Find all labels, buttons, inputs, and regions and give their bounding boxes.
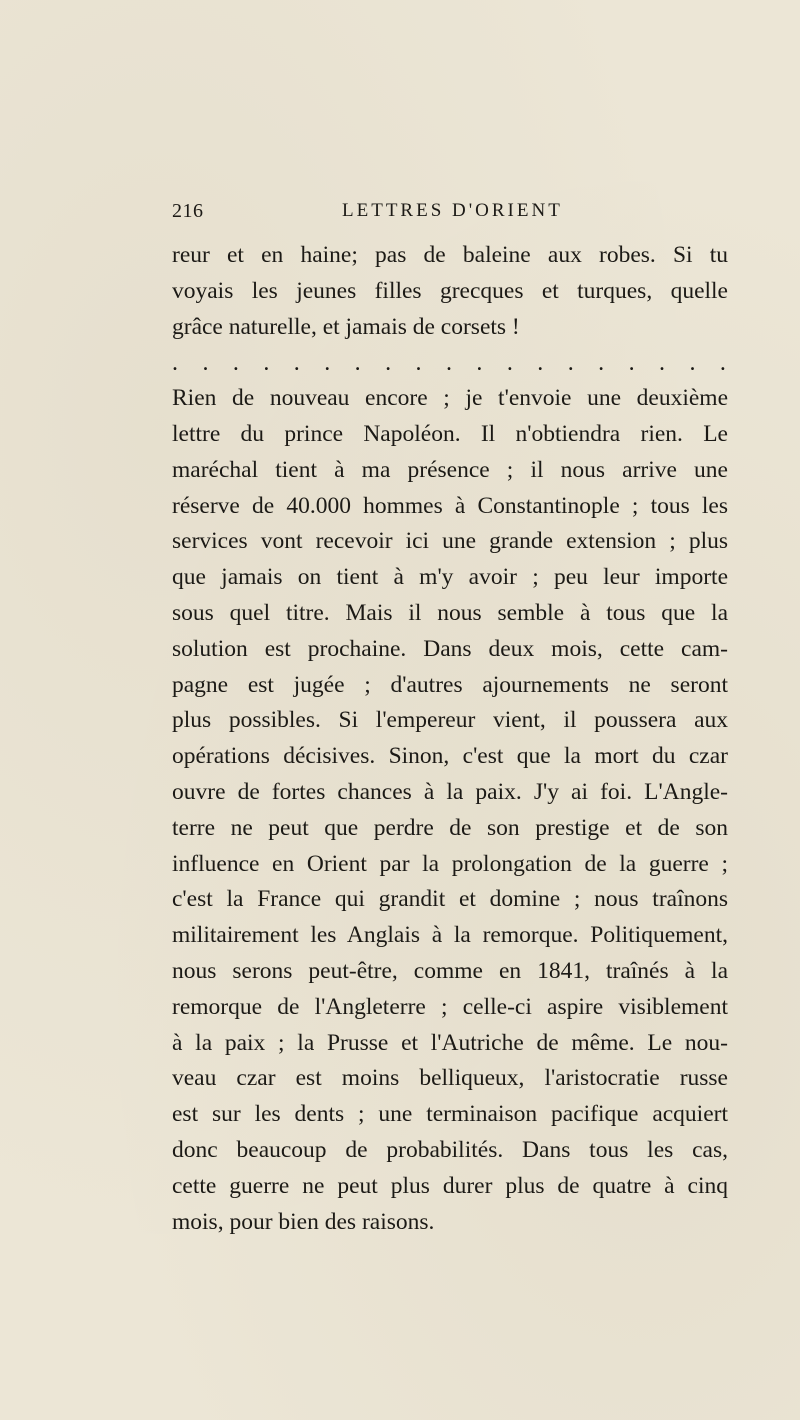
text-line: réserve de 40.000 hommes à Constantinople ; tous les — [172, 492, 728, 519]
text-line: à la paix ; la Prusse et l'Autriche de même. Le nou- — [172, 1029, 728, 1056]
text-line: pagne est jugée ; d'autres ajournements ne seront — [172, 671, 728, 698]
text-line: est sur les dents ; une terminaison pacifique acquiert — [172, 1101, 728, 1128]
separator-dot: . — [415, 350, 422, 377]
text-line: grâce naturelle, et jamais de corsets ! — [172, 313, 520, 340]
text-line: remorque de l'Angleterre ; celle-ci aspire visiblement — [172, 993, 728, 1020]
separator-dot: . — [659, 350, 665, 377]
separator-dot: . — [293, 350, 300, 377]
running-head — [172, 200, 728, 230]
text-line: veau czar est moins belliqueux, l'aristocratie russe — [172, 1065, 728, 1092]
paragraph-1 — [172, 238, 728, 345]
text-line: nous serons peut-être, comme en 1841, traînés à la — [172, 957, 728, 984]
separator-dot: . — [567, 350, 574, 377]
separator-dot: . — [172, 350, 178, 377]
text-line: solution est prochaine. Dans deux mois, cette cam- — [172, 635, 728, 662]
text-line: lettre du prince Napoléon. Il n'obtiendra rien. Le — [172, 420, 728, 447]
text-line: opérations décisives. Sinon, c'est que la mort du czar — [172, 743, 728, 770]
text-line: c'est la France qui grandit et domine ; nous traînons — [172, 886, 728, 913]
text-line: services vont recevoir ici une grande extension ; plus — [172, 528, 728, 555]
separator-dot: . — [506, 350, 513, 377]
separator-dot: . — [232, 350, 239, 377]
separator-dot: . — [263, 350, 270, 377]
text-line: influence en Orient par la prolongation de la guerre ; — [172, 850, 728, 877]
running-title: LETTRES D'ORIENT — [342, 200, 563, 221]
separator-dot: . — [476, 350, 483, 377]
separator-dot: . — [689, 350, 696, 377]
text-line: militairement les Anglais à la remorque. Politiquement, — [172, 922, 728, 949]
separator-dot: . — [628, 350, 635, 377]
separator-dot: . — [719, 350, 726, 377]
text-line: ouvre de fortes chances à la paix. J'y ai foi. L'Angle- — [172, 778, 728, 805]
text-line: cette guerre ne peut plus durer plus de quatre à cinq — [172, 1172, 728, 1199]
page-number: 216 — [172, 200, 204, 222]
separator-dot: . — [598, 350, 605, 377]
text-line: maréchal tient à ma présence ; il nous arrive une — [172, 456, 728, 483]
text-line: que jamais on tient à m'y avoir ; peu leur importe — [172, 564, 728, 591]
separator-dot: . — [537, 350, 544, 377]
text-line: terre ne peut que perdre de son prestige et de son — [172, 814, 728, 841]
separator-dot: . — [324, 350, 331, 377]
text-line: Rien de nouveau encore ; je t'envoie une deuxième — [172, 385, 728, 412]
separator-dot: . — [445, 350, 452, 377]
separator-dot: . — [354, 350, 361, 377]
ellipsis-separator — [172, 345, 728, 381]
separator-dot: . — [385, 350, 392, 377]
text-line: voyais les jeunes filles grecques et turques, quelle — [172, 277, 728, 304]
text-line: mois, pour bien des raisons. — [172, 1208, 435, 1235]
text-line: reur et en haine; pas de baleine aux robes. Si tu — [172, 242, 728, 268]
text-line: sous quel titre. Mais il nous semble à tous que la — [172, 599, 728, 626]
text-line: donc beaucoup de probabilités. Dans tous les cas, — [172, 1136, 728, 1163]
separator-dot: . — [202, 350, 209, 377]
body-text — [172, 238, 728, 1240]
text-line: plus possibles. Si l'empereur vient, il poussera aux — [172, 707, 728, 734]
paragraph-2 — [172, 381, 728, 1240]
